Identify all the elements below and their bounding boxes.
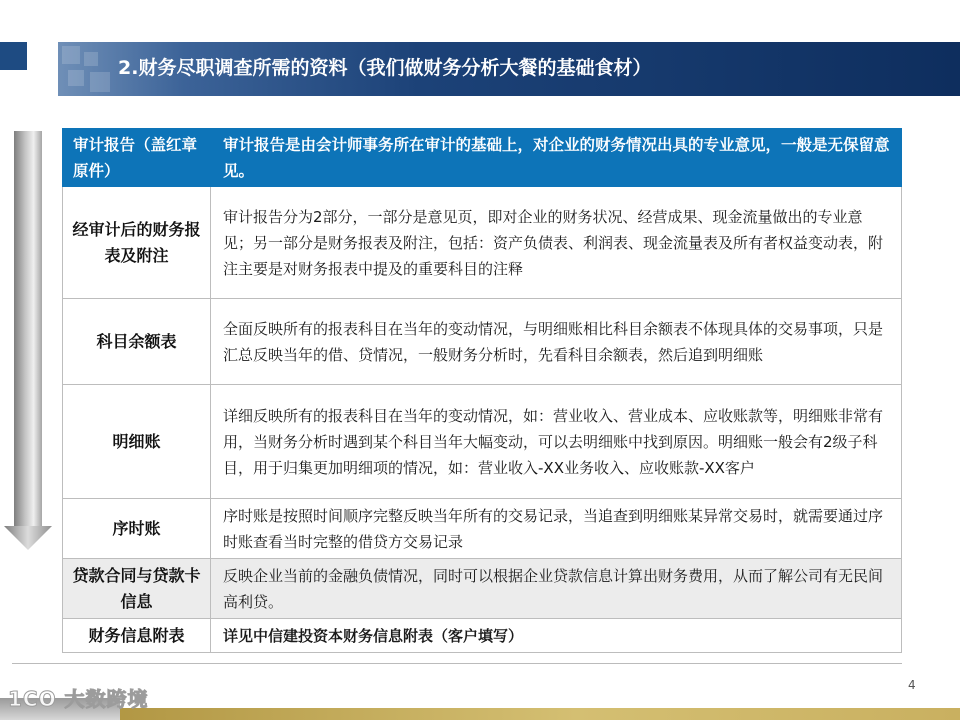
row-description: 审计报告分为2部分，一部分是意见页，即对企业的财务状况、经营成果、现金流量做出的专业意见；另一部分是财务报表及附注，包括：资产负债表、利润表、现金流量表及所有者权益变动表，附注主要是对财务报表中提及的重要科目的注释 (211, 187, 902, 299)
row-label: 经审计后的财务报表及附注 (63, 187, 211, 299)
row-label: 财务信息附表 (63, 619, 211, 653)
table-row (63, 499, 902, 559)
table-row (63, 385, 902, 499)
table-row (63, 187, 902, 299)
slide-title: 2.财务尽职调查所需的资料（我们做财务分析大餐的基础食材） (118, 57, 652, 79)
row-label: 科目余额表 (63, 299, 211, 385)
table-row (63, 129, 902, 187)
header-left-block (0, 42, 27, 70)
watermark-logo: 1CO 大数跨境 (8, 687, 149, 711)
row-label: 序时账 (63, 499, 211, 559)
table-row (63, 619, 902, 653)
row-description: 详见中信建投资本财务信息附表（客户填写） (211, 619, 902, 653)
row-label: 贷款合同与贷款卡信息 (63, 559, 211, 619)
row-label: 明细账 (63, 385, 211, 499)
row-description: 反映企业当前的金融负债情况，同时可以根据企业贷款信息计算出财务费用，从而了解公司有无民间高利贷。 (211, 559, 902, 619)
row-label: 审计报告（盖红章原件） (63, 129, 211, 187)
down-arrow-icon (4, 526, 52, 550)
table-row (63, 299, 902, 385)
down-arrow-shaft (14, 131, 42, 530)
table-row (63, 559, 902, 619)
row-description: 审计报告是由会计师事务所在审计的基础上，对企业的财务情况出具的专业意见，一般是无保留意见。 (211, 129, 902, 187)
materials-table (62, 128, 902, 653)
row-description: 详细反映所有的报表科目在当年的变动情况，如：营业收入、营业成本、应收账款等，明细账非常有用，当财务分析时遇到某个科目当年大幅变动，可以去明细账中找到原因。明细账一般会有2级子科目，用于归集更加明细项的情况，如：营业收入-XX业务收入、应收账款-XX客户 (211, 385, 902, 499)
footer-divider (12, 663, 902, 664)
row-description: 全面反映所有的报表科目在当年的变动情况，与明细账相比科目余额表不体现具体的交易事项，只是汇总反映当年的借、贷情况，一般财务分析时，先看科目余额表，然后追到明细账 (211, 299, 902, 385)
title-bar-accent (58, 42, 118, 96)
row-description: 序时账是按照时间顺序完整反映当年所有的交易记录，当追查到明细账某异常交易时，就需要通过序时账查看当时完整的借贷方交易记录 (211, 499, 902, 559)
page-number: 4 (908, 678, 916, 692)
